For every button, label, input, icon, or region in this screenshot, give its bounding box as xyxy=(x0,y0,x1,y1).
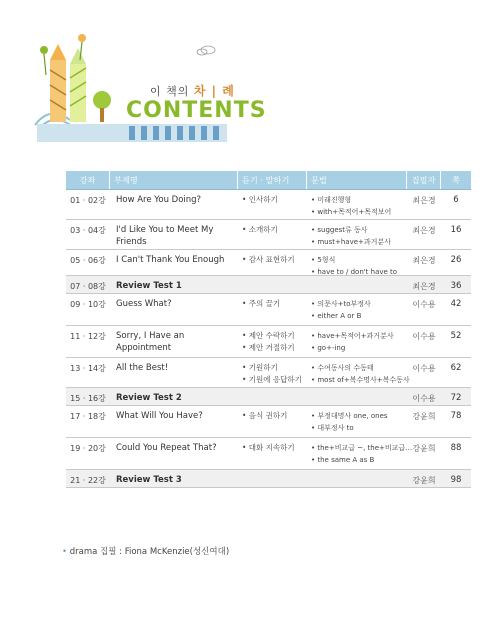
lesson-cell: 17 · 18강 xyxy=(70,412,106,421)
page-cell: 88 xyxy=(450,443,462,453)
grammar-item: • either A or B xyxy=(311,312,362,320)
title-cell: Sorry, I Have an Appointment xyxy=(116,331,185,353)
listening-cell xyxy=(238,326,307,357)
lesson-cell: 03 · 04강 xyxy=(70,226,106,235)
listening-cell xyxy=(238,438,307,469)
grammar-cell xyxy=(307,470,407,487)
listening-cell xyxy=(238,358,307,387)
title-cell: I Can't Thank You Enough xyxy=(116,255,225,265)
grammar-item: • must+have+과거분사 xyxy=(311,238,391,246)
lesson-cell: 05 · 06강 xyxy=(70,256,106,265)
author-cell: 강윤희 xyxy=(412,476,436,485)
bullet-icon: • xyxy=(62,547,68,557)
page-cell: 16 xyxy=(450,225,462,235)
pencil-icon xyxy=(50,44,66,122)
table-row xyxy=(66,438,471,470)
review-row xyxy=(66,276,471,294)
grammar-item: • most of+복수명사+복수동사 xyxy=(311,376,410,384)
listening-item: • 소개하기 xyxy=(242,225,278,234)
grammar-item: • with+목적어+목적보어 xyxy=(311,208,392,216)
listening-cell xyxy=(238,388,307,405)
grammar-cell xyxy=(307,388,407,405)
footer-text: drama 집필 : Fiona McKenzie(성신여대) xyxy=(69,547,230,557)
author-cell: 강윤희 xyxy=(412,412,436,421)
title-cell: Review Test 3 xyxy=(116,475,182,485)
listening-item: • 감사 표현하기 xyxy=(242,255,295,264)
table-row xyxy=(66,250,471,276)
lesson-cell: 09 · 10강 xyxy=(70,300,106,309)
lesson-cell: 19 · 20강 xyxy=(70,444,106,453)
lesson-cell: 15 · 16강 xyxy=(70,394,106,403)
author-cell: 이수용 xyxy=(412,364,436,373)
listening-item: • 주의 끌기 xyxy=(242,299,281,308)
page-cell: 98 xyxy=(450,475,462,485)
listening-item: • 기원에 응답하기 xyxy=(242,375,302,384)
subtitle-prefix: 이 책의 xyxy=(150,85,190,98)
page-title: CONTENTS xyxy=(126,98,267,123)
footer-credit xyxy=(62,545,229,557)
title-cell: I'd Like You to Meet My Friends xyxy=(116,225,214,247)
page-cell: 78 xyxy=(450,411,462,421)
contents-table xyxy=(66,171,471,488)
grammar-cell xyxy=(307,250,407,275)
page-cell: 6 xyxy=(453,195,459,205)
title-cell: Review Test 2 xyxy=(116,393,182,403)
column-header-lesson: 강좌 xyxy=(66,171,110,189)
grammar-cell xyxy=(307,406,407,437)
listening-item: • 제안 수락하기 xyxy=(242,331,295,340)
lesson-cell: 01 · 02강 xyxy=(70,196,106,205)
grammar-item: • 의문사+to부정사 xyxy=(311,300,371,308)
grammar-item: • 대부정사 to xyxy=(311,424,354,432)
decorative-stripe xyxy=(37,124,227,142)
contents-subtitle xyxy=(150,82,235,99)
cloud-icon xyxy=(197,46,215,55)
listening-cell xyxy=(238,294,307,325)
review-row xyxy=(66,388,471,406)
column-header-page: 쪽 xyxy=(452,175,460,185)
table-row xyxy=(66,190,471,220)
table-body xyxy=(66,190,471,488)
title-cell: All the Best! xyxy=(116,363,169,373)
pencil-icon xyxy=(70,48,86,122)
title-cell: Guess What? xyxy=(116,299,172,309)
table-row xyxy=(66,358,471,388)
lesson-cell: 11 · 12강 xyxy=(70,332,106,341)
table-row xyxy=(66,326,471,358)
table-row xyxy=(66,220,471,250)
listening-cell xyxy=(238,406,307,437)
page-cell: 52 xyxy=(450,331,462,341)
listening-cell xyxy=(238,276,307,293)
column-header-author: 집필자 xyxy=(407,171,441,189)
author-cell: 최은경 xyxy=(412,226,436,235)
grammar-cell xyxy=(307,276,407,293)
grammar-item: • 부정대명사 one, ones xyxy=(311,412,388,420)
grammar-cell xyxy=(307,220,407,249)
listening-item: • 대화 지속하기 xyxy=(242,443,295,452)
listening-cell xyxy=(238,250,307,275)
grammar-item: • 수여동사의 수동태 xyxy=(311,364,374,372)
lesson-cell: 07 · 08강 xyxy=(70,282,106,291)
lesson-cell: 21 · 22강 xyxy=(70,476,106,485)
title-cell: Could You Repeat That? xyxy=(116,443,217,453)
grammar-cell xyxy=(307,358,410,387)
grammar-item: • have+목적어+과거분사 xyxy=(311,332,394,340)
author-cell: 이수용 xyxy=(412,332,436,341)
grammar-cell xyxy=(307,438,413,469)
subtitle-emphasis: 차 | 례 xyxy=(193,84,235,98)
listening-cell xyxy=(238,220,307,249)
grammar-cell xyxy=(307,190,407,219)
author-cell: 강윤희 xyxy=(412,444,436,453)
column-header-grammar: 문법 xyxy=(307,171,407,189)
grammar-cell xyxy=(307,294,407,325)
page-cell: 72 xyxy=(450,393,462,403)
grammar-item: • 5형식 xyxy=(311,256,336,264)
table-row xyxy=(66,294,471,326)
listening-item: • 기원하기 xyxy=(242,363,278,372)
tree-icon xyxy=(93,91,111,122)
grammar-item: • have to / don't have to xyxy=(311,268,398,276)
author-cell: 최은경 xyxy=(412,196,436,205)
author-cell: 최은경 xyxy=(412,282,436,291)
review-row xyxy=(66,470,471,488)
grammar-item: • the same A as B xyxy=(311,456,375,464)
title-cell: What Will You Have? xyxy=(116,411,203,421)
listening-cell xyxy=(238,470,307,487)
page-cell: 42 xyxy=(450,299,462,309)
page-cell: 62 xyxy=(450,363,462,373)
listening-cell xyxy=(238,190,307,219)
author-cell: 이수용 xyxy=(412,394,436,403)
author-cell: 이수용 xyxy=(412,300,436,309)
table-row xyxy=(66,406,471,438)
column-header-listening: 듣기 · 말하기 xyxy=(238,171,307,189)
title-cell: Review Test 1 xyxy=(116,281,182,291)
table-header xyxy=(66,171,471,190)
lesson-cell: 13 · 14강 xyxy=(70,364,106,373)
grammar-item: • go+-ing xyxy=(311,344,346,352)
listening-item: • 음식 권하기 xyxy=(242,411,288,420)
grammar-cell xyxy=(307,326,407,357)
grammar-item: • 미래진행형 xyxy=(311,196,352,204)
page-cell: 26 xyxy=(450,255,462,265)
listening-item: • 인사하기 xyxy=(242,195,278,204)
column-header-title: 부제명 xyxy=(110,171,238,189)
page-cell: 36 xyxy=(450,281,462,291)
listening-item: • 제안 거절하기 xyxy=(242,343,295,352)
grammar-item: • the+비교급 ~, the+비교급… xyxy=(311,444,413,452)
grammar-item: • suggest류 동사 xyxy=(311,226,368,234)
title-cell: How Are You Doing? xyxy=(116,195,202,205)
author-cell: 최은경 xyxy=(412,256,436,265)
